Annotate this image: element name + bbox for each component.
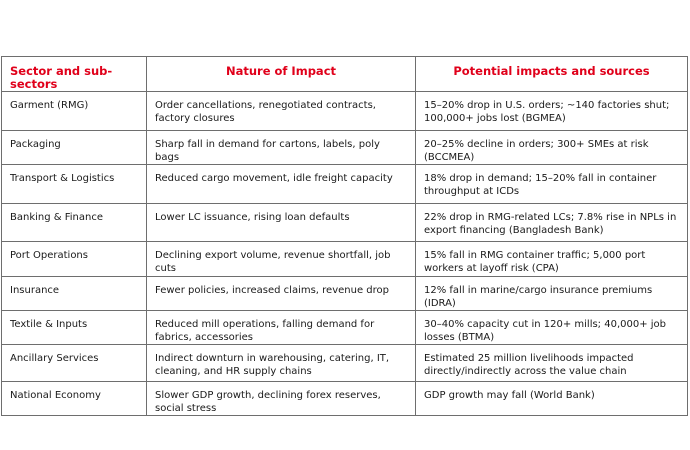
cell-potential: GDP growth may fall (World Bank): [416, 382, 688, 416]
cell-potential: 15% fall in RMG container traffic; 5,000 port workers at layoff risk (CPA): [416, 242, 688, 277]
cell-potential: 12% fall in marine/cargo insurance premiums (IDRA): [416, 277, 688, 311]
cell-impact: Reduced cargo movement, idle freight capacity: [147, 165, 416, 204]
cell-impact: Indirect downturn in warehousing, catering, IT, cleaning, and HR supply chains: [147, 345, 416, 382]
cell-impact: Lower LC issuance, rising loan defaults: [147, 204, 416, 242]
table-row: [2, 204, 688, 242]
table-header-row: [2, 57, 688, 92]
header-potential-impacts: Potential impacts and sources: [416, 57, 688, 92]
cell-potential: 20–25% decline in orders; 300+ SMEs at risk (BCCMEA): [416, 131, 688, 165]
cell-impact: Declining export volume, revenue shortfall, job cuts: [147, 242, 416, 277]
table-row: [2, 345, 688, 382]
cell-sector: National Economy: [2, 382, 147, 416]
cell-impact: Slower GDP growth, declining forex reserves, social stress: [147, 382, 416, 416]
table-row: [2, 311, 688, 345]
cell-potential: Estimated 25 million livelihoods impacted directly/indirectly across the value chain: [416, 345, 688, 382]
table-row: [2, 277, 688, 311]
cell-sector: Banking & Finance: [2, 204, 147, 242]
table-row: [2, 131, 688, 165]
cell-sector: Garment (RMG): [2, 92, 147, 131]
cell-sector: Textile & Inputs: [2, 311, 147, 345]
table-row: [2, 165, 688, 204]
cell-sector: Insurance: [2, 277, 147, 311]
cell-sector: Ancillary Services: [2, 345, 147, 382]
cell-sector: Packaging: [2, 131, 147, 165]
cell-potential: 30–40% capacity cut in 120+ mills; 40,000+ job losses (BTMA): [416, 311, 688, 345]
table-row: [2, 242, 688, 277]
header-sector: Sector and sub-sectors: [2, 57, 147, 92]
cell-potential: 15–20% drop in U.S. orders; ~140 factories shut; 100,000+ jobs lost (BGMEA): [416, 92, 688, 131]
header-nature-of-impact: Nature of Impact: [147, 57, 416, 92]
table-row: [2, 382, 688, 416]
impact-table: [1, 56, 688, 416]
cell-impact: Fewer policies, increased claims, revenue drop: [147, 277, 416, 311]
cell-impact: Sharp fall in demand for cartons, labels, poly bags: [147, 131, 416, 165]
cell-sector: Port Operations: [2, 242, 147, 277]
cell-impact: Reduced mill operations, falling demand for fabrics, accessories: [147, 311, 416, 345]
impact-table-container: [1, 56, 687, 416]
table-row: [2, 92, 688, 131]
cell-potential: 18% drop in demand; 15–20% fall in container throughput at ICDs: [416, 165, 688, 204]
cell-impact: Order cancellations, renegotiated contracts, factory closures: [147, 92, 416, 131]
cell-potential: 22% drop in RMG-related LCs; 7.8% rise in NPLs in export financing (Bangladesh Bank): [416, 204, 688, 242]
cell-sector: Transport & Logistics: [2, 165, 147, 204]
